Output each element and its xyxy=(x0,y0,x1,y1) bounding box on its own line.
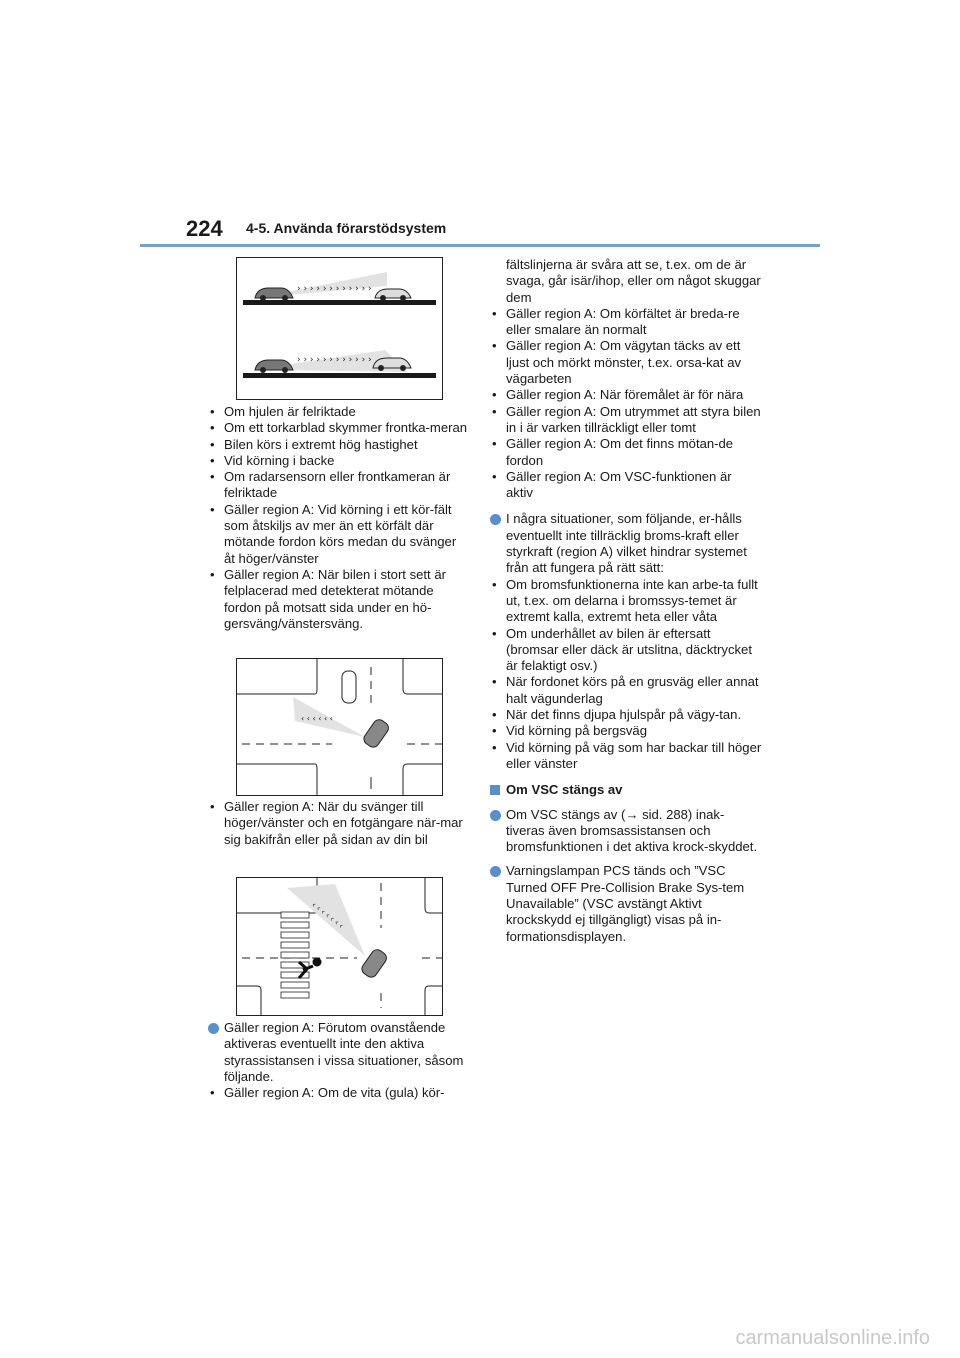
sub-heading: Om VSC stängs av xyxy=(506,782,623,798)
list-item: • När det finns djupa hjulspår på vägy-tan. xyxy=(490,707,762,723)
list-item: • Vid körning i backe xyxy=(208,453,470,469)
continued-text: fältslinjerna är svåra att se, t.ex. om de är svaga, går isär/ihop, eller om något skuggar dem xyxy=(506,257,761,305)
note-bullet-icon xyxy=(208,1023,219,1034)
svg-text:› › › › › › › › › › › ›: › › › › › › › › › › › › xyxy=(297,284,372,294)
svg-text:‹ ‹ ‹ ‹ ‹ ‹: ‹ ‹ ‹ ‹ ‹ ‹ xyxy=(301,714,333,723)
list-item: • Gäller region A: Vid körning i ett kör-fält som åtskiljs av mer än ett körfält där mötande fordon körs medan du svänger åt höger/vänster xyxy=(208,502,470,567)
list-item: • Gäller region A: Om körfältet är breda-re eller smalare än normalt xyxy=(490,306,762,339)
left-note-block xyxy=(208,1020,470,1101)
list-item: • Gäller region A: Om det finns mötan-de fordon xyxy=(490,436,762,469)
car-icon xyxy=(255,288,293,301)
list-item: • Vid körning på bergsväg xyxy=(490,723,762,739)
car-icon xyxy=(375,289,411,301)
note-text: Gäller region A: Förutom ovanstående aktiveras eventuellt inte den aktiva styrassistansen i vissa situationer, såsom följande. xyxy=(224,1020,464,1084)
list-item: • Om hjulen är felriktade xyxy=(208,404,470,420)
heading-square-icon xyxy=(490,785,500,795)
list-item: • Gäller region A: Om VSC-funktionen är aktiv xyxy=(490,469,762,502)
note-text: Varningslampan PCS tänds och ”VSC Turned OFF Pre-Collision Brake Sys-tem Unavailable” (VSC avstängt Aktivt krockskydd ej tillgängligt) visas på in-formationsdisplayen. xyxy=(506,863,745,944)
list-item: • Gäller region A: Om vägytan täcks av ett ljust och mörkt mönster, t.ex. orsa-kat av vägarbeten xyxy=(490,338,762,387)
note-bullet-icon xyxy=(490,810,501,821)
list-item: • Om underhållet av bilen är eftersatt (bromsar eller däck är utslitna, däcktrycket är felaktigt osv.) xyxy=(490,626,762,675)
note-text: Om VSC stängs av (→ sid. 288) inak-tiveras även bromsassistansen och bromsfunktionen i det aktiva krock-skyddet. xyxy=(506,806,758,855)
note-text: I några situationer, som följande, er-hålls eventuellt inte tillräcklig broms-kraft eller styrkraft (region A) vilket hindrar systemet från att fungera på rätt sätt: xyxy=(506,511,747,576)
left-list-1 xyxy=(208,404,470,632)
list-item: • Gäller region A: När bilen i stort sett är felplacerad med detekterat mötande fordon på motsatt sida under en hö-gersväng/vänstersväng. xyxy=(208,567,470,632)
figure-curved-road xyxy=(236,257,443,400)
list-item: • Vid körning på väg som har backar till höger eller vänster xyxy=(490,740,762,773)
figure-pedestrian-crossing xyxy=(236,877,443,1016)
note-bullet-icon xyxy=(490,866,501,877)
list-item: • Gäller region A: När föremålet är för nära xyxy=(490,387,762,403)
list-item: • När fordonet körs på en grusväg eller annat halt vägunderlag xyxy=(490,674,762,707)
note-bullet-icon xyxy=(490,514,501,525)
list-item: • Gäller region A: Om utrymmet att styra bilen in i är varken tillräckligt eller tomt xyxy=(490,404,762,437)
left-list-2 xyxy=(208,799,470,848)
header-divider xyxy=(140,244,820,247)
watermark: carmanualsonline.info xyxy=(735,1327,930,1349)
svg-text:‹ ‹ ‹ ‹ ‹ ‹ ‹: ‹ ‹ ‹ ‹ ‹ ‹ ‹ xyxy=(310,900,346,931)
section-title: 4-5. Använda förarstödsystem xyxy=(246,220,447,236)
right-column xyxy=(490,257,762,945)
car-icon xyxy=(342,671,356,703)
page-number: 224 xyxy=(186,216,223,241)
list-item: • Gäller region A: Om de vita (gula) kör- xyxy=(208,1085,470,1101)
list-item: • Om radarsensorn eller frontkameran är felriktade xyxy=(208,469,470,502)
list-item: • Om bromsfunktionerna inte kan arbe-ta fullt ut, t.ex. om delarna i bromssys-temet är extremt kalla, extremt heta eller våta xyxy=(490,577,762,626)
car-icon xyxy=(255,360,293,373)
svg-text:› › › › › › › › › › › ›: › › › › › › › › › › › › xyxy=(297,355,372,365)
figure-intersection-turn xyxy=(236,658,443,796)
list-item: • Gäller region A: När du svänger till höger/vänster och en fotgängare när-mar sig bakifrån eller på sidan av din bil xyxy=(208,799,470,848)
list-item: • Om ett torkarblad skymmer frontka-meran xyxy=(208,420,470,436)
car-icon xyxy=(362,717,391,749)
car-icon xyxy=(360,947,389,979)
list-item: • Bilen körs i extremt hög hastighet xyxy=(208,437,470,453)
